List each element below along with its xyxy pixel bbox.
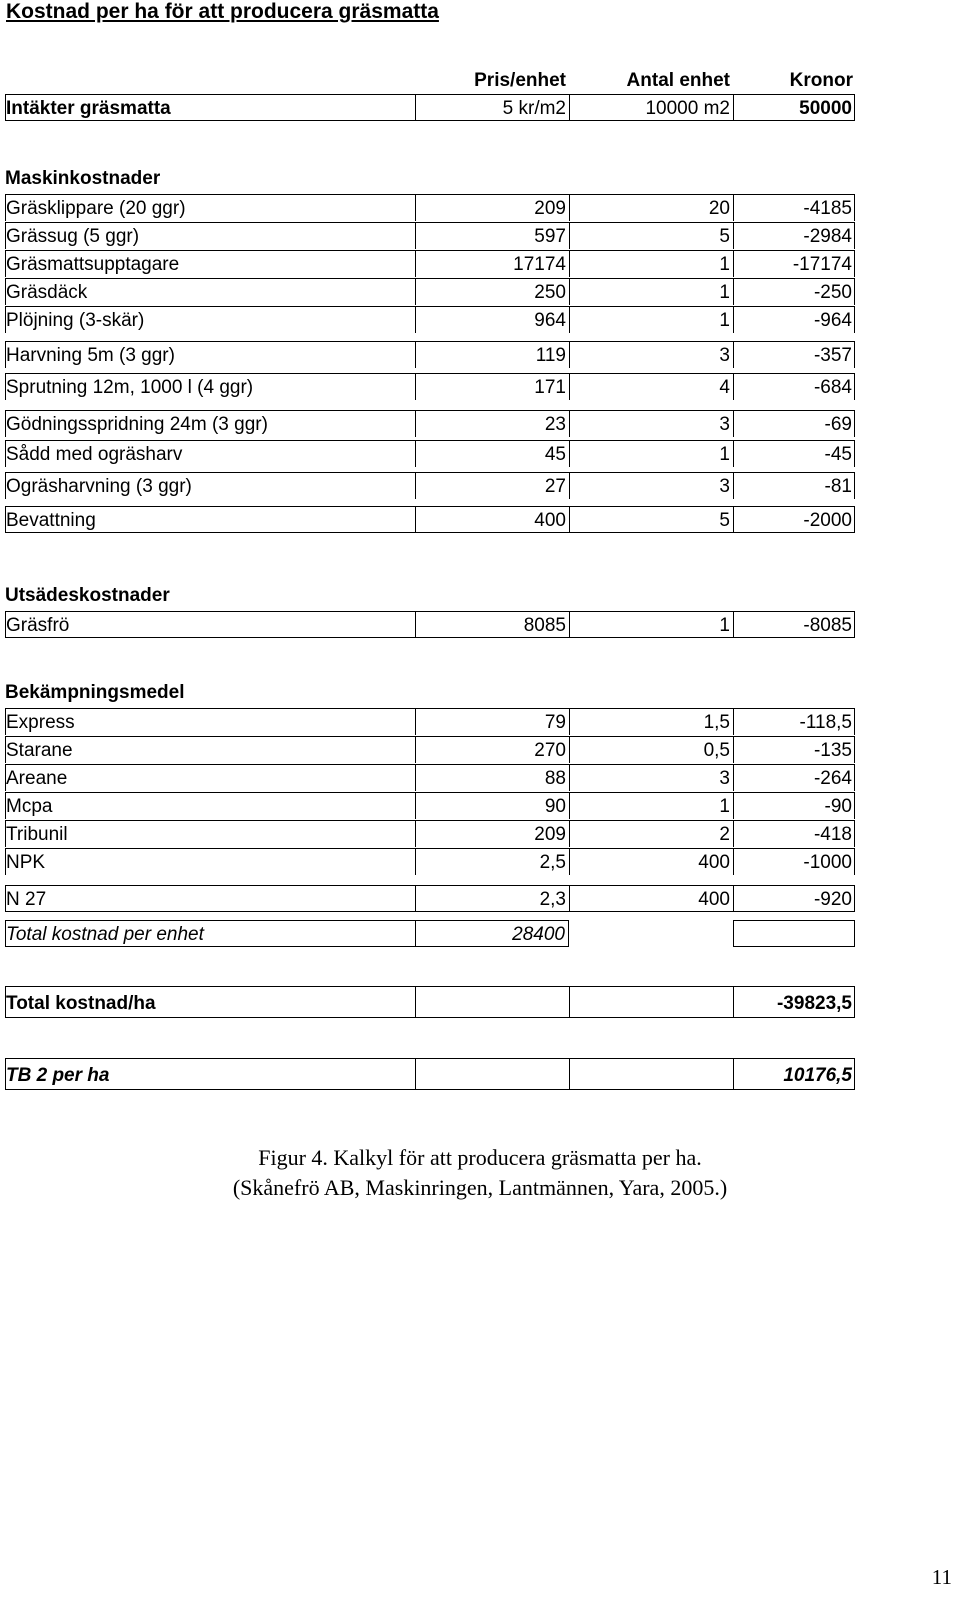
pesticide-cost-row: [0, 708, 855, 735]
machine-cost-price: 964: [415, 306, 569, 333]
pesticide-cost-quantity: 400: [569, 885, 733, 912]
income-total: 50000: [733, 94, 855, 121]
machine-cost-quantity: 4: [569, 373, 733, 400]
income-quantity: 10000 m2: [569, 94, 733, 121]
machine-cost-row: [0, 194, 855, 221]
machine-cost-total: -45: [733, 440, 855, 467]
pesticide-cost-total: -1000: [733, 848, 855, 875]
section-heading-machine: [0, 165, 855, 192]
pesticide-cost-row: [0, 736, 855, 763]
machine-cost-quantity: 3: [569, 341, 733, 368]
machine-cost-quantity: 1: [569, 250, 733, 277]
machine-cost-price: 119: [415, 341, 569, 368]
seed-cost-price: 8085: [415, 611, 569, 638]
machine-cost-quantity: 3: [569, 410, 733, 437]
pesticide-cost-total: -920: [733, 885, 855, 912]
machine-cost-label: Grässug (5 ggr): [5, 222, 415, 249]
pesticide-cost-row: [0, 848, 855, 875]
section-heading-label: Maskinkostnader: [5, 168, 161, 189]
machine-cost-price: 17174: [415, 250, 569, 277]
tb-label: TB 2 per ha: [5, 1058, 415, 1090]
column-header-row: [0, 67, 855, 94]
tb-quantity: [569, 1058, 733, 1090]
machine-cost-price: 23: [415, 410, 569, 437]
machine-cost-quantity: 3: [569, 472, 733, 499]
seed-cost-row: [0, 611, 855, 638]
machine-cost-price: 27: [415, 472, 569, 499]
pesticide-cost-total: -264: [733, 764, 855, 791]
machine-cost-price: 171: [415, 373, 569, 400]
pesticide-cost-quantity: 1: [569, 792, 733, 819]
machine-cost-total: -2000: [733, 506, 855, 533]
page-number: 11: [931, 1565, 952, 1589]
seed-cost-quantity: 1: [569, 611, 733, 638]
unit-total-row: [0, 920, 855, 947]
pesticide-cost-price: 270: [415, 736, 569, 763]
unit-total-label: Total kostnad per enhet: [5, 920, 415, 947]
machine-cost-row: [0, 472, 855, 499]
pesticide-cost-row: [0, 885, 855, 912]
machine-cost-price: 597: [415, 222, 569, 249]
machine-cost-label: Plöjning (3-skär): [5, 306, 415, 333]
pesticide-cost-label: NPK: [5, 848, 415, 875]
pesticide-cost-price: 88: [415, 764, 569, 791]
pesticide-cost-total: -418: [733, 820, 855, 847]
machine-cost-total: -17174: [733, 250, 855, 277]
machine-cost-price: 209: [415, 194, 569, 221]
unit-total-quantity: [569, 920, 733, 947]
figure-source: (Skånefrö AB, Maskinringen, Lantmännen, Yara, 2005.): [232, 1175, 728, 1200]
machine-cost-quantity: 1: [569, 306, 733, 333]
header-quantity: Antal enhet: [626, 70, 730, 91]
unit-total-price: 28400: [415, 920, 569, 947]
pesticide-cost-label: Express: [5, 708, 415, 735]
pesticide-cost-total: -90: [733, 792, 855, 819]
pesticide-cost-label: Areane: [5, 764, 415, 791]
machine-cost-row: [0, 410, 855, 437]
machine-cost-price: 45: [415, 440, 569, 467]
total-cost-price: [415, 986, 569, 1018]
machine-cost-total: -684: [733, 373, 855, 400]
machine-cost-label: Sprutning 12m, 1000 l (4 ggr): [5, 373, 415, 400]
pesticide-cost-row: [0, 792, 855, 819]
machine-cost-total: -69: [733, 410, 855, 437]
machine-cost-label: Gräsmattsupptagare: [5, 250, 415, 277]
machine-cost-total: -250: [733, 278, 855, 305]
machine-cost-row: [0, 373, 855, 400]
pesticide-cost-label: Tribunil: [5, 820, 415, 847]
figure-caption: Figur 4. Kalkyl för att producera gräsmatta per ha.: [258, 1145, 702, 1170]
header-price: Pris/enhet: [474, 70, 566, 91]
pesticide-cost-quantity: 2: [569, 820, 733, 847]
pesticide-cost-price: 79: [415, 708, 569, 735]
total-cost-total: -39823,5: [733, 986, 855, 1018]
machine-cost-total: -81: [733, 472, 855, 499]
section-heading-pesticide: [0, 679, 855, 706]
machine-cost-row: [0, 306, 855, 333]
machine-cost-total: -4185: [733, 194, 855, 221]
machine-cost-row: [0, 341, 855, 368]
total-cost-label: Total kostnad/ha: [5, 986, 415, 1018]
machine-cost-row: [0, 278, 855, 305]
machine-cost-quantity: 5: [569, 222, 733, 249]
pesticide-cost-price: 2,3: [415, 885, 569, 912]
pesticide-cost-total: -118,5: [733, 708, 855, 735]
pesticide-cost-price: 209: [415, 820, 569, 847]
machine-cost-label: Bevattning: [5, 506, 415, 533]
income-price: 5 kr/m2: [415, 94, 569, 121]
tb-total: 10176,5: [733, 1058, 855, 1090]
tb-row: [0, 1058, 855, 1090]
machine-cost-label: Gödningsspridning 24m (3 ggr): [5, 410, 415, 437]
pesticide-cost-price: 2,5: [415, 848, 569, 875]
machine-cost-label: Gräsdäck: [5, 278, 415, 305]
total-cost-row: [0, 986, 855, 1018]
section-heading-seed: [0, 582, 855, 609]
pesticide-cost-quantity: 1,5: [569, 708, 733, 735]
machine-cost-label: Sådd med ogräsharv: [5, 440, 415, 467]
section-heading-label: Bekämpningsmedel: [5, 682, 185, 703]
machine-cost-row: [0, 222, 855, 249]
machine-cost-row: [0, 250, 855, 277]
machine-cost-label: Harvning 5m (3 ggr): [5, 341, 415, 368]
pesticide-cost-total: -135: [733, 736, 855, 763]
machine-cost-total: -2984: [733, 222, 855, 249]
machine-cost-quantity: 1: [569, 440, 733, 467]
pesticide-cost-label: N 27: [5, 885, 415, 912]
pesticide-cost-quantity: 0,5: [569, 736, 733, 763]
machine-cost-total: -357: [733, 341, 855, 368]
pesticide-cost-quantity: 3: [569, 764, 733, 791]
pesticide-cost-price: 90: [415, 792, 569, 819]
pesticide-cost-row: [0, 764, 855, 791]
pesticide-cost-label: Starane: [5, 736, 415, 763]
seed-cost-label: Gräsfrö: [5, 611, 415, 638]
machine-cost-row: [0, 506, 855, 533]
machine-cost-row: [0, 440, 855, 467]
total-cost-quantity: [569, 986, 733, 1018]
pesticide-cost-row: [0, 820, 855, 847]
unit-total-total: [733, 920, 855, 947]
tb-price: [415, 1058, 569, 1090]
machine-cost-price: 250: [415, 278, 569, 305]
page-title: Kostnad per ha för att producera gräsmatta: [6, 0, 439, 23]
machine-cost-price: 400: [415, 506, 569, 533]
machine-cost-quantity: 1: [569, 278, 733, 305]
income-row: [0, 94, 855, 121]
machine-cost-label: Gräsklippare (20 ggr): [5, 194, 415, 221]
machine-cost-quantity: 20: [569, 194, 733, 221]
section-heading-label: Utsädeskostnader: [5, 585, 170, 606]
pesticide-cost-quantity: 400: [569, 848, 733, 875]
machine-cost-total: -964: [733, 306, 855, 333]
header-total: Kronor: [789, 70, 853, 91]
machine-cost-quantity: 5: [569, 506, 733, 533]
pesticide-cost-label: Mcpa: [5, 792, 415, 819]
seed-cost-total: -8085: [733, 611, 855, 638]
income-label: Intäkter gräsmatta: [5, 94, 415, 121]
machine-cost-label: Ogräsharvning (3 ggr): [5, 472, 415, 499]
